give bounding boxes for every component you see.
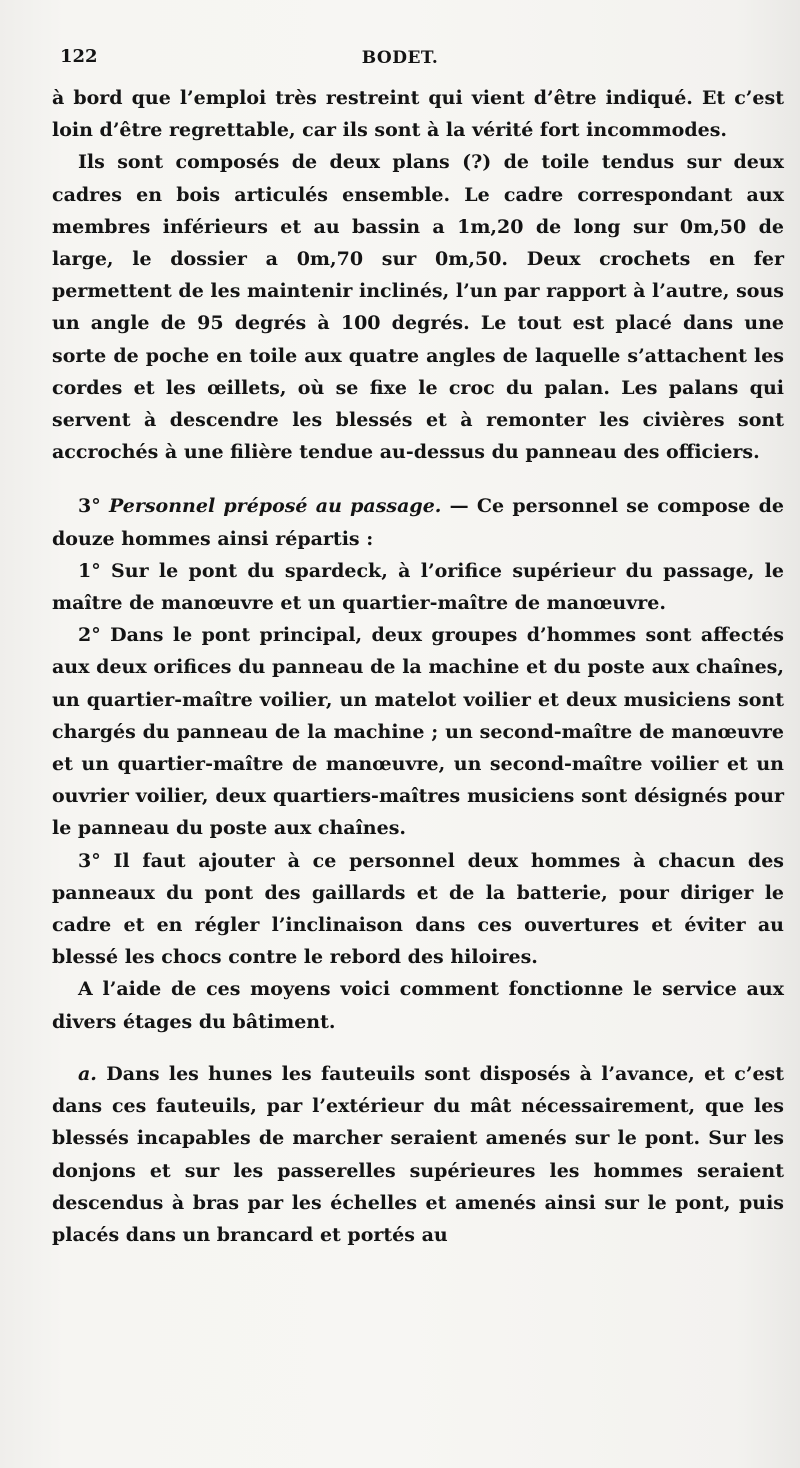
paragraph-stretcher-description: Ils sont composés de deux plans (?) de toile tendus sur deux cadres en bois articulés ensemble. Le cadre correspondant aux membres inférieurs et au bassin a 1m,20 de long sur 0m,50 de large, le dossier a 0m,70 sur 0m,50. Deux crochets en fer permettent de les maintenir inclinés, l’un par rapport à l’autre, sous un angle de 95 degrés à 100 degrés. Le tout est placé dans une sorte de poche en toile aux quatre angles de laquelle s’attachent les cordes et les œillets, où se fixe le croc du palan. Les palans qui servent à descendre les blessés et à remonter les civières sont accrochés à une filière tendue au-dessus du panneau des officiers. — [52, 151, 784, 464]
item-a-text: Dans les hunes les fauteuils sont disposés à l’avance, et c’est dans ces fauteuils, par l’extérieur du mât nécessairement, que les blessés incapables de marcher seraient amenés sur le pont. Sur les donjons et sur les passerelles supérieures les hommes seraient descendus à bras par les échelles et amenés ainsi sur le pont, puis placés dans un brancard et portés au — [52, 1062, 784, 1246]
section-heading: Personnel préposé au passage. — [108, 495, 442, 518]
paragraph-item-3: 3° Il faut ajouter à ce personnel deux hommes à chacun des panneaux du pont des gaillards et de la batterie, pour diriger le cadre et en régler l’inclinaison dans ces ouvertures et éviter au blessé les chocs contre le rebord des hiloires. — [52, 849, 784, 969]
running-head: BODET. — [361, 48, 439, 68]
paragraph-service-intro: A l’aide de ces moyens voici comment fonctionne le service aux divers étages du bâtiment. — [52, 978, 784, 1033]
body-text — [52, 82, 784, 1251]
page-header — [52, 46, 748, 76]
item-letter: a. — [78, 1062, 97, 1085]
section-number: 3° — [78, 495, 101, 518]
paragraph-item-1: 1° Sur le pont du spardeck, à l’orifice supérieur du passage, le maître de manœuvre et un quartier-maître de manœuvre. — [52, 559, 784, 615]
page-number: 122 — [60, 46, 98, 67]
paragraph-item-2: 2° Dans le pont principal, deux groupes d’hommes sont affectés aux deux orifices du panneau de la machine et du poste aux chaînes, un quartier-maître voilier, un matelot voilier et deux musiciens sont chargés du panneau de la machine ; un second-maître de manœuvre et un quartier-maître de manœuvre, un second-maître voilier et un ouvrier voilier, deux quartiers-maîtres musiciens sont désignés pour le panneau du poste aux chaînes. — [52, 624, 784, 840]
paragraph-personnel-heading — [52, 490, 784, 554]
paragraph-continuation: à bord que l’emploi très restreint qui vient d’être indiqué. Et c’est loin d’être regrettable, car ils sont à la vérité fort incommodes. — [52, 87, 784, 142]
paragraph-item-a — [52, 1058, 784, 1251]
section-intro: — Ce personnel se compose de douze hommes ainsi répartis : — [52, 495, 784, 550]
